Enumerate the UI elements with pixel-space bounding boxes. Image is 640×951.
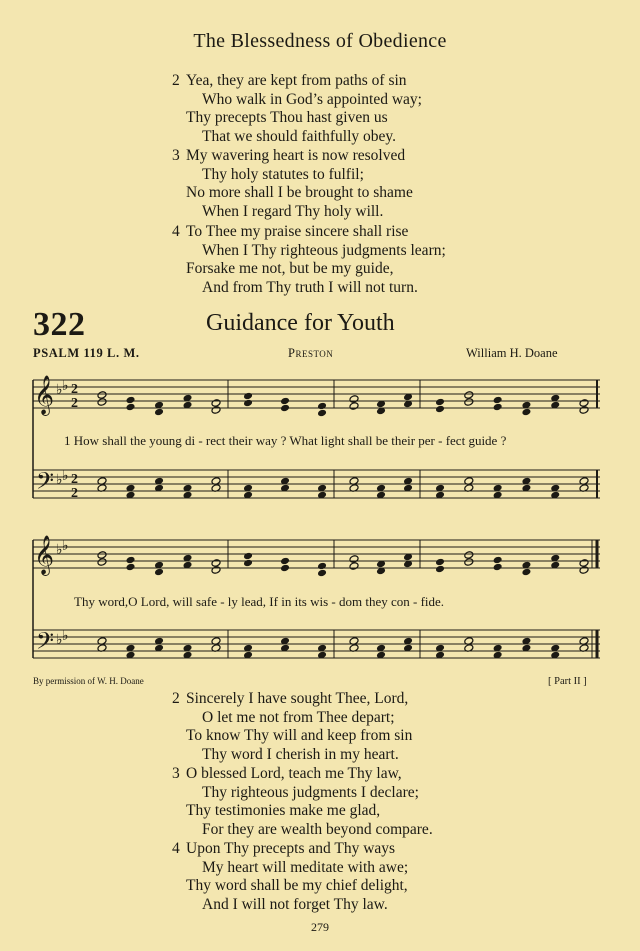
flat-icon: ♭: [62, 469, 69, 484]
note-head: [521, 568, 531, 577]
note-head: [211, 406, 221, 415]
note-head: [493, 563, 503, 572]
note-head: [493, 556, 503, 565]
note-head: [349, 562, 359, 571]
note-head: [349, 555, 359, 564]
flat-icon: ♭: [62, 379, 69, 394]
flat-icon: ♭: [62, 539, 69, 554]
note-head: [97, 551, 107, 560]
note-head: [579, 406, 589, 415]
hymn-title: Guidance for Youth: [206, 310, 395, 336]
stanza-line: Thy word I cherish in my heart.: [202, 745, 399, 763]
part-label: [ Part II ]: [548, 676, 587, 687]
stanza-number: 4: [172, 840, 180, 857]
stanza-line: When I Thy righteous judgments learn;: [202, 241, 446, 259]
psalm-meter: PSALM 119 L. M.: [33, 346, 140, 360]
note-head: [521, 408, 531, 417]
note-head: [435, 565, 445, 574]
note-head: [126, 396, 136, 405]
stanza-line: When I regard Thy holy will.: [202, 202, 384, 220]
note-head: [243, 552, 253, 561]
stanza-line: And I will not forget Thy law.: [202, 895, 388, 913]
note-head: [97, 391, 107, 400]
top-stanza-2: [172, 72, 422, 146]
flat-icon: ♭: [56, 543, 63, 558]
note-head: [97, 398, 107, 407]
note-head: [493, 403, 503, 412]
treble-clef-icon: 𝄞: [34, 535, 55, 575]
note-head: [243, 559, 253, 568]
hymn-stanza-3: [172, 765, 433, 839]
treble-clef-icon: 𝄞: [34, 375, 55, 415]
note-head: [349, 402, 359, 411]
note-head: [579, 566, 589, 575]
stanza-number: 3: [172, 147, 180, 164]
note-head: [464, 398, 474, 407]
time-signature-top: 2: [71, 382, 78, 397]
lyrics-line-2: Thy word,O Lord, will safe - ly lead, If in its wis - dom they con - fide.: [74, 594, 445, 609]
stanza-line: Upon Thy precepts and Thy ways: [186, 840, 396, 857]
note-head: [280, 397, 290, 406]
note-head: [280, 404, 290, 413]
note-head: [579, 399, 589, 408]
stanza-line: To know Thy will and keep from sin: [186, 727, 413, 744]
note-head: [464, 558, 474, 567]
note-head: [126, 403, 136, 412]
top-stanza-3: [172, 147, 413, 221]
flat-icon: ♭: [56, 383, 63, 398]
stanza-number: 2: [172, 690, 180, 707]
composer: William H. Doane: [466, 346, 558, 360]
note-head: [435, 398, 445, 407]
tune-name: Preston: [288, 346, 334, 360]
note-head: [464, 551, 474, 560]
flat-icon: ♭: [62, 629, 69, 644]
stanza-line: No more shall I be brought to shame: [186, 184, 413, 201]
note-head: [280, 557, 290, 566]
note-head: [243, 392, 253, 401]
note-head: [349, 395, 359, 404]
note-head: [280, 564, 290, 573]
note-head: [317, 402, 327, 411]
stanza-line: For they are wealth beyond compare.: [202, 820, 433, 838]
time-signature-bottom: 2: [71, 396, 78, 411]
bass-clef-icon: 𝄢: [36, 467, 55, 500]
stanza-line: Who walk in God’s appointed way;: [202, 90, 422, 108]
note-head: [464, 391, 474, 400]
note-head: [243, 399, 253, 408]
stanza-line: My heart will meditate with awe;: [202, 858, 409, 876]
stanza-line: To Thee my praise sincere shall rise: [186, 223, 409, 240]
stanza-line: Thy holy statutes to fulfil;: [202, 165, 364, 183]
stanza-line: My wavering heart is now resolved: [186, 147, 406, 164]
note-head: [97, 558, 107, 567]
note-head: [317, 409, 327, 418]
stanza-number: 4: [172, 223, 180, 240]
stanza-line: That we should faithfully obey.: [202, 127, 396, 145]
stanza-line: Forsake me not, but be my guide,: [186, 260, 394, 277]
hymn-number: 322: [33, 306, 86, 343]
stanza-number: 3: [172, 765, 180, 782]
section-title: The Blessedness of Obedience: [193, 30, 447, 52]
hymn-stanza-4: [172, 840, 408, 914]
note-head: [579, 559, 589, 568]
permission-note: By permission of W. H. Doane: [33, 676, 144, 686]
note-head: [154, 568, 164, 577]
stanza-line: Thy precepts Thou hast given us: [186, 109, 388, 126]
note-head: [126, 556, 136, 565]
note-head: [211, 559, 221, 568]
top-stanza-4: [172, 223, 446, 297]
note-head: [435, 558, 445, 567]
time-signature-top: 2: [71, 472, 78, 487]
note-head: [317, 569, 327, 578]
stanza-line: O let me not from Thee depart;: [202, 708, 395, 726]
lyrics-line-1: 1 How shall the young di - rect their way ? What light shall be their per - fect guide ?: [64, 433, 507, 448]
stanza-line: Thy righteous judgments I declare;: [202, 783, 419, 801]
note-head: [211, 566, 221, 575]
note-head: [211, 399, 221, 408]
note-head: [154, 408, 164, 417]
flat-icon: ♭: [56, 473, 63, 488]
time-signature-bottom: 2: [71, 486, 78, 501]
bass-clef-icon: 𝄢: [36, 627, 55, 660]
note-head: [317, 562, 327, 571]
hymn-stanza-2: [172, 690, 412, 764]
stanza-line: Sincerely I have sought Thee, Lord,: [186, 690, 409, 707]
note-head: [126, 563, 136, 572]
stanza-number: 2: [172, 72, 180, 89]
note-head: [493, 396, 503, 405]
stanza-line: O blessed Lord, teach me Thy law,: [186, 765, 402, 782]
stanza-line: And from Thy truth I will not turn.: [202, 278, 418, 296]
flat-icon: ♭: [56, 633, 63, 648]
note-head: [435, 405, 445, 414]
page-number: 279: [311, 920, 329, 934]
stanza-line: Thy word shall be my chief delight,: [186, 877, 408, 894]
stanza-line: Thy testimonies make me glad,: [186, 802, 381, 819]
stanza-line: Yea, they are kept from paths of sin: [186, 72, 407, 89]
